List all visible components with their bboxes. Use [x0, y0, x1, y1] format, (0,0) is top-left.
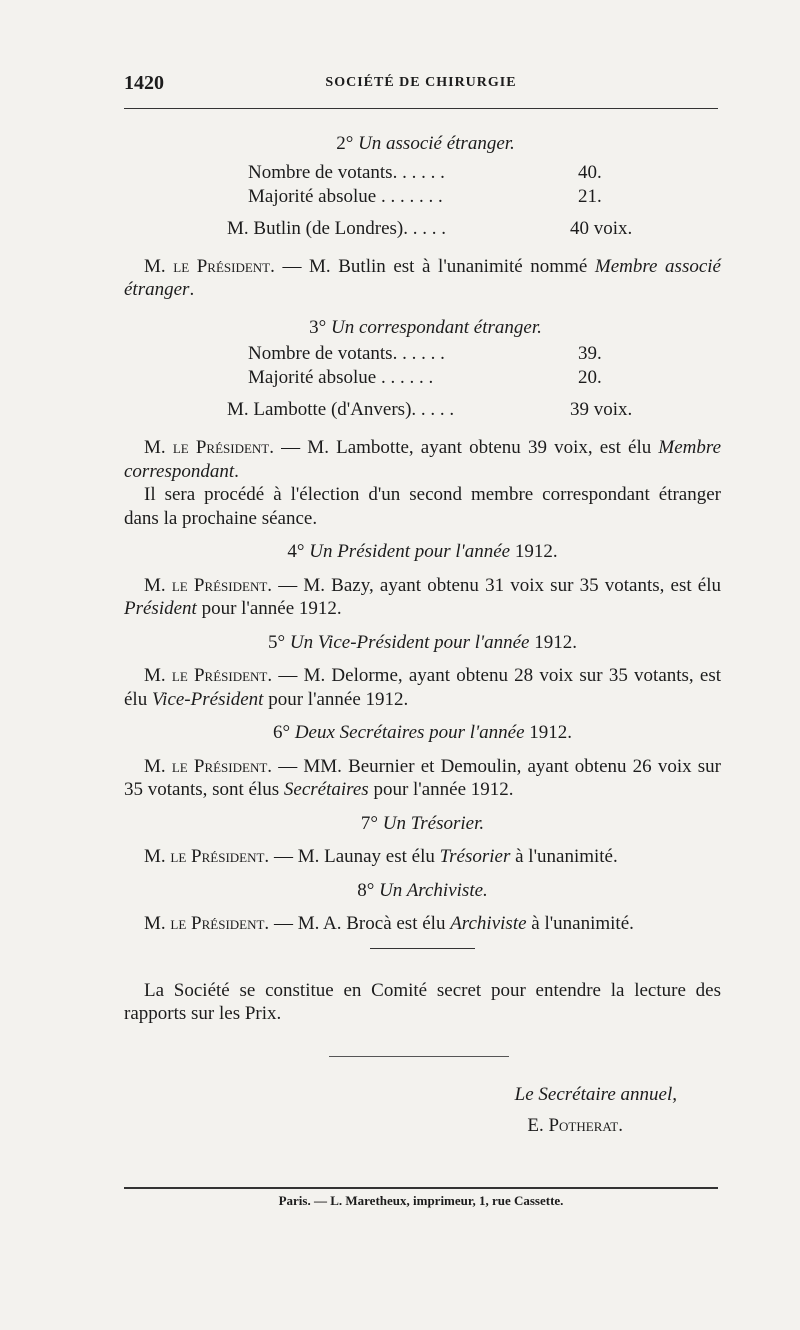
section-heading-6: 6° Deux Secrétaires pour l'année 1912. — [272, 722, 573, 743]
majorite-label: Majorité absolue . . . . . . . — [248, 185, 443, 207]
result-label: M. Butlin (de Londres). . . . . — [227, 217, 447, 239]
majorite-value: 21. — [578, 185, 602, 207]
result-value: 40 voix. — [570, 217, 633, 239]
page-number: 1420 — [124, 72, 164, 94]
votants-label: Nombre de votants. . . . . . — [248, 161, 445, 183]
section-title: Un correspondant étranger. — [330, 316, 542, 338]
section-title: Un associé étranger. — [358, 133, 515, 154]
result-value: 39 voix. — [570, 399, 633, 420]
section-number: 3° — [309, 316, 327, 338]
section-heading-3 — [124, 316, 721, 340]
paragraph-broca: M. le Président. — M. A. Brocà est élu Archiviste à l'unanimité. — [144, 913, 634, 934]
result-row — [124, 398, 721, 422]
section-number: 2° — [336, 133, 354, 154]
section-heading-2 — [124, 132, 721, 156]
paragraph-election: Il sera procédé à l'élection d'un second membre correspondant étranger dans la prochaine séance. — [124, 484, 721, 529]
majorite-row — [124, 185, 721, 209]
paragraph-bazy: M. le Président. — M. Bazy, ayant obtenu 31 voix sur 35 votants, est élu Président pour l'année 1912. — [124, 574, 722, 619]
majorite-label: Majorité absolue . . . . . . — [248, 367, 434, 388]
running-title: SOCIÉTÉ DE CHIRURGIE — [325, 75, 517, 90]
paragraph-lambotte: M. le Président. — M. Lambotte, ayant obtenu 39 voix, est élu Membre correspondant. — [124, 437, 722, 482]
section-divider — [370, 948, 475, 949]
result-row — [124, 217, 721, 241]
votants-label: Nombre de votants. . . . . . — [248, 343, 445, 364]
paragraph-delorme: M. le Président. — M. Delorme, ayant obtenu 28 voix sur 35 votants, est élu Vice-Président pour l'année 1912. — [124, 665, 721, 710]
section-heading-8: 8° Un Archiviste. — [357, 879, 488, 901]
page-body — [124, 132, 721, 1138]
votants-value: 40. — [578, 161, 602, 183]
signature-name: E. Potherat. — [527, 1115, 623, 1136]
signature-divider — [329, 1056, 509, 1057]
paragraph-secretaires: M. le Président. — MM. Beurnier et Demoulin, ayant obtenu 26 voix sur 35 votants, sont élus Secrétaires pour l'année 1912. — [124, 755, 722, 800]
majorite-value: 20. — [578, 367, 602, 388]
votants-row — [124, 161, 721, 185]
section-heading-7: 7° Un Trésorier. — [360, 812, 485, 834]
votants-value: 39. — [578, 343, 602, 364]
result-label: M. Lambotte (d'Anvers). . . . . — [227, 399, 455, 420]
header-rule — [124, 108, 718, 109]
printer-imprint: Paris. — L. Maretheux, imprimeur, 1, rue Cassette. — [278, 1193, 564, 1208]
signature-role: Le Secrétaire annuel, — [514, 1083, 677, 1105]
votants-row — [124, 342, 721, 366]
page-header — [124, 72, 718, 98]
paragraph-comite: La Société se constitue en Comité secret pour entendre la lecture des rapports sur les Prix. — [124, 979, 721, 1024]
paragraph-butlin: M. le Président. — M. Butlin est à l'unanimité nommé Membre associé étranger. — [124, 255, 721, 300]
section-heading-5: 5° Un Vice-Président pour l'année 1912. — [268, 631, 577, 653]
paragraph-launay: M. le Président. — M. Launay est élu Trésorier à l'unanimité. — [144, 846, 618, 867]
majorite-row — [124, 366, 721, 390]
section-heading-4: 4° Un Président pour l'année 1912. — [287, 541, 558, 562]
footer-rule — [124, 1187, 718, 1189]
